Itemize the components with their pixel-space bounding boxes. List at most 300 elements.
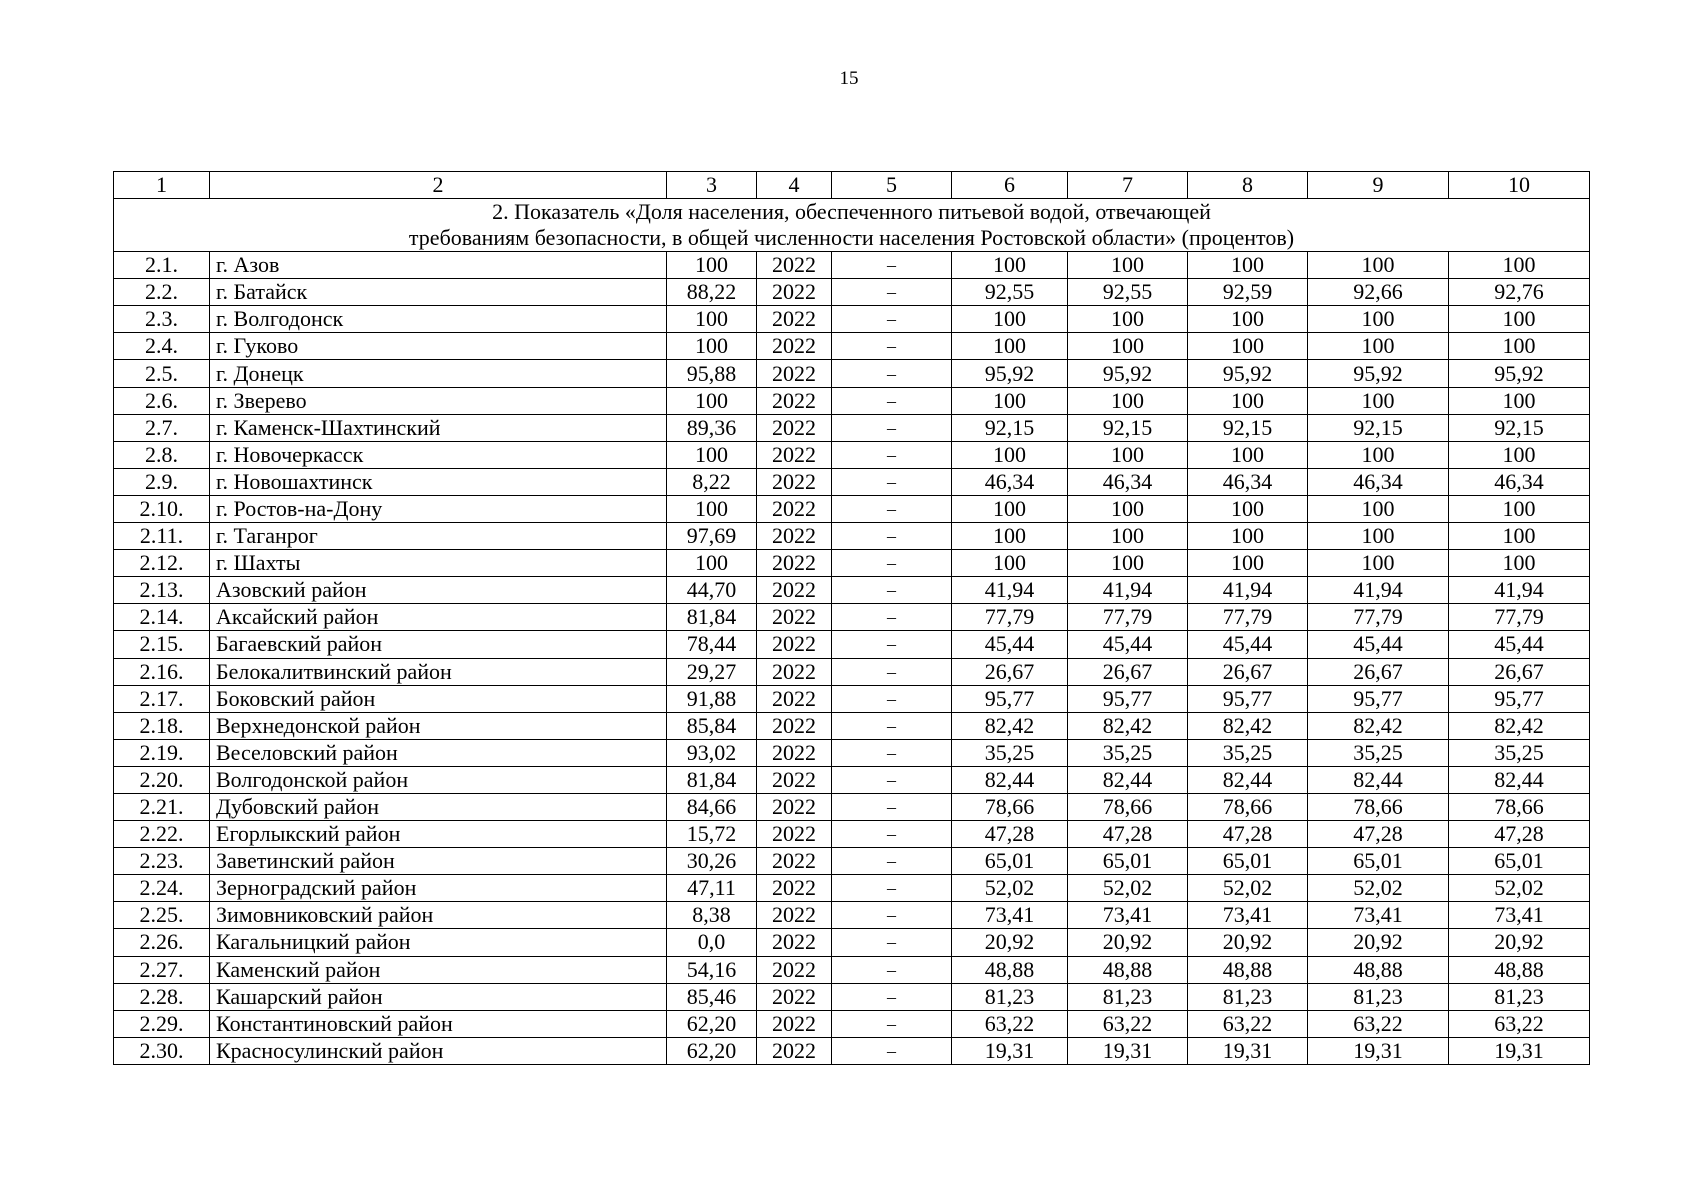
value-col-9-cell: 100 [1308,306,1449,333]
table-row [114,604,1590,631]
base-year-cell: 2022 [757,550,832,577]
value-col-8-cell: 100 [1188,306,1308,333]
table-row [114,658,1590,685]
value-col-7-cell: 100 [1068,333,1188,360]
base-year-cell: 2022 [757,306,832,333]
value-col-7-cell: 100 [1068,550,1188,577]
value-col-7-cell: 63,22 [1068,1010,1188,1037]
value-col-9-cell: 26,67 [1308,658,1449,685]
value-col-8-cell: 95,92 [1188,360,1308,387]
base-value-cell: 62,20 [667,1037,757,1064]
value-col-8-cell: 95,77 [1188,685,1308,712]
table-row [114,279,1590,306]
base-value-cell: 100 [667,306,757,333]
territory-name-cell: Зимовниковский район [210,902,667,929]
territory-name-cell: г. Каменск-Шахтинский [210,414,667,441]
value-col-6-cell: 92,55 [952,279,1068,306]
value-col-10-cell: 100 [1449,387,1590,414]
base-value-cell: 100 [667,441,757,468]
base-value-cell: 84,66 [667,793,757,820]
row-number-cell: 2.24. [114,875,210,902]
column-number-cell: 2 [210,172,667,199]
base-value-cell: 93,02 [667,739,757,766]
territory-name-cell: г. Шахты [210,550,667,577]
column-5-cell: – [832,793,952,820]
base-year-cell: 2022 [757,821,832,848]
base-value-cell: 100 [667,550,757,577]
table-row [114,306,1590,333]
value-col-7-cell: 100 [1068,306,1188,333]
territory-name-cell: Азовский район [210,577,667,604]
row-number-cell: 2.23. [114,848,210,875]
table-row [114,1010,1590,1037]
column-5-cell: – [832,279,952,306]
base-year-cell: 2022 [757,902,832,929]
value-col-6-cell: 100 [952,333,1068,360]
territory-name-cell: Егорлыкский район [210,821,667,848]
value-col-7-cell: 35,25 [1068,739,1188,766]
value-col-8-cell: 65,01 [1188,848,1308,875]
value-col-8-cell: 46,34 [1188,468,1308,495]
value-col-6-cell: 45,44 [952,631,1068,658]
column-5-cell: – [832,766,952,793]
territory-name-cell: г. Таганрог [210,523,667,550]
column-number-cell: 3 [667,172,757,199]
value-col-7-cell: 78,66 [1068,793,1188,820]
value-col-10-cell: 100 [1449,252,1590,279]
territory-name-cell: г. Новочеркасск [210,441,667,468]
row-number-cell: 2.18. [114,712,210,739]
value-col-10-cell: 41,94 [1449,577,1590,604]
value-col-6-cell: 65,01 [952,848,1068,875]
value-col-6-cell: 92,15 [952,414,1068,441]
column-5-cell: – [832,983,952,1010]
base-value-cell: 29,27 [667,658,757,685]
value-col-8-cell: 48,88 [1188,956,1308,983]
value-col-9-cell: 41,94 [1308,577,1449,604]
value-col-9-cell: 100 [1308,441,1449,468]
column-5-cell: – [832,712,952,739]
row-number-cell: 2.28. [114,983,210,1010]
value-col-7-cell: 73,41 [1068,902,1188,929]
table-row [114,766,1590,793]
value-col-9-cell: 48,88 [1308,956,1449,983]
column-5-cell: – [832,441,952,468]
value-col-9-cell: 100 [1308,523,1449,550]
value-col-9-cell: 35,25 [1308,739,1449,766]
territory-name-cell: г. Новошахтинск [210,468,667,495]
base-year-cell: 2022 [757,360,832,387]
table-row [114,333,1590,360]
base-year-cell: 2022 [757,495,832,522]
value-col-9-cell: 78,66 [1308,793,1449,820]
value-col-9-cell: 92,66 [1308,279,1449,306]
value-col-6-cell: 20,92 [952,929,1068,956]
value-col-10-cell: 19,31 [1449,1037,1590,1064]
base-year-cell: 2022 [757,468,832,495]
row-number-cell: 2.27. [114,956,210,983]
base-year-cell: 2022 [757,793,832,820]
base-year-cell: 2022 [757,577,832,604]
base-value-cell: 78,44 [667,631,757,658]
base-value-cell: 85,84 [667,712,757,739]
value-col-10-cell: 100 [1449,495,1590,522]
territory-name-cell: Зерноградский район [210,875,667,902]
base-value-cell: 62,20 [667,1010,757,1037]
value-col-10-cell: 46,34 [1449,468,1590,495]
value-col-6-cell: 77,79 [952,604,1068,631]
table-row [114,360,1590,387]
table-row [114,902,1590,929]
value-col-10-cell: 95,77 [1449,685,1590,712]
row-number-cell: 2.17. [114,685,210,712]
value-col-9-cell: 95,77 [1308,685,1449,712]
row-number-cell: 2.11. [114,523,210,550]
base-year-cell: 2022 [757,739,832,766]
value-col-9-cell: 100 [1308,387,1449,414]
value-col-10-cell: 82,42 [1449,712,1590,739]
table-row [114,495,1590,522]
base-value-cell: 0,0 [667,929,757,956]
value-col-10-cell: 73,41 [1449,902,1590,929]
value-col-6-cell: 78,66 [952,793,1068,820]
column-5-cell: – [832,414,952,441]
column-5-cell: – [832,956,952,983]
value-col-8-cell: 45,44 [1188,631,1308,658]
value-col-9-cell: 100 [1308,550,1449,577]
value-col-6-cell: 100 [952,252,1068,279]
base-year-cell: 2022 [757,1037,832,1064]
value-col-8-cell: 92,15 [1188,414,1308,441]
value-col-10-cell: 100 [1449,333,1590,360]
value-col-7-cell: 92,55 [1068,279,1188,306]
value-col-7-cell: 100 [1068,523,1188,550]
territory-name-cell: г. Волгодонск [210,306,667,333]
value-col-8-cell: 100 [1188,495,1308,522]
base-year-cell: 2022 [757,604,832,631]
value-col-9-cell: 46,34 [1308,468,1449,495]
value-col-6-cell: 26,67 [952,658,1068,685]
value-col-6-cell: 52,02 [952,875,1068,902]
value-col-7-cell: 52,02 [1068,875,1188,902]
value-col-10-cell: 52,02 [1449,875,1590,902]
value-col-10-cell: 95,92 [1449,360,1590,387]
base-year-cell: 2022 [757,848,832,875]
base-year-cell: 2022 [757,658,832,685]
column-5-cell: – [832,821,952,848]
column-number-cell: 10 [1449,172,1590,199]
value-col-9-cell: 19,31 [1308,1037,1449,1064]
territory-name-cell: г. Ростов-на-Дону [210,495,667,522]
table-row [114,252,1590,279]
value-col-8-cell: 78,66 [1188,793,1308,820]
column-number-cell: 8 [1188,172,1308,199]
row-number-cell: 2.19. [114,739,210,766]
value-col-10-cell: 26,67 [1449,658,1590,685]
territory-name-cell: Волгодонской район [210,766,667,793]
table-row [114,983,1590,1010]
value-col-8-cell: 52,02 [1188,875,1308,902]
column-5-cell: – [832,333,952,360]
base-value-cell: 15,72 [667,821,757,848]
value-col-7-cell: 100 [1068,252,1188,279]
value-col-6-cell: 82,44 [952,766,1068,793]
territory-name-cell: г. Азов [210,252,667,279]
table-row [114,793,1590,820]
value-col-10-cell: 100 [1449,550,1590,577]
territory-name-cell: Красносулинский район [210,1037,667,1064]
base-value-cell: 97,69 [667,523,757,550]
base-value-cell: 100 [667,252,757,279]
value-col-9-cell: 100 [1308,252,1449,279]
base-value-cell: 54,16 [667,956,757,983]
value-col-9-cell: 20,92 [1308,929,1449,956]
territory-name-cell: Заветинский район [210,848,667,875]
territory-name-cell: г. Батайск [210,279,667,306]
value-col-7-cell: 100 [1068,441,1188,468]
table-row [114,441,1590,468]
value-col-7-cell: 82,42 [1068,712,1188,739]
row-number-cell: 2.9. [114,468,210,495]
row-number-cell: 2.2. [114,279,210,306]
value-col-7-cell: 26,67 [1068,658,1188,685]
value-col-9-cell: 73,41 [1308,902,1449,929]
table-row [114,631,1590,658]
section-title [114,199,1590,252]
territory-name-cell: г. Донецк [210,360,667,387]
table-row [114,468,1590,495]
column-5-cell: – [832,550,952,577]
base-year-cell: 2022 [757,685,832,712]
column-5-cell: – [832,658,952,685]
value-col-7-cell: 20,92 [1068,929,1188,956]
value-col-7-cell: 47,28 [1068,821,1188,848]
base-value-cell: 85,46 [667,983,757,1010]
territory-name-cell: г. Зверево [210,387,667,414]
row-number-cell: 2.8. [114,441,210,468]
value-col-8-cell: 100 [1188,387,1308,414]
base-year-cell: 2022 [757,875,832,902]
base-value-cell: 81,84 [667,604,757,631]
value-col-8-cell: 77,79 [1188,604,1308,631]
value-col-10-cell: 77,79 [1449,604,1590,631]
value-col-10-cell: 63,22 [1449,1010,1590,1037]
value-col-8-cell: 20,92 [1188,929,1308,956]
base-year-cell: 2022 [757,414,832,441]
base-year-cell: 2022 [757,956,832,983]
territory-name-cell: Веселовский район [210,739,667,766]
value-col-7-cell: 95,92 [1068,360,1188,387]
row-number-cell: 2.15. [114,631,210,658]
value-col-6-cell: 63,22 [952,1010,1068,1037]
value-col-9-cell: 65,01 [1308,848,1449,875]
base-year-cell: 2022 [757,766,832,793]
value-col-7-cell: 48,88 [1068,956,1188,983]
value-col-8-cell: 100 [1188,523,1308,550]
value-col-10-cell: 35,25 [1449,739,1590,766]
table-row [114,875,1590,902]
value-col-6-cell: 19,31 [952,1037,1068,1064]
value-col-7-cell: 41,94 [1068,577,1188,604]
table-row [114,739,1590,766]
value-col-6-cell: 41,94 [952,577,1068,604]
value-col-9-cell: 100 [1308,495,1449,522]
base-value-cell: 100 [667,333,757,360]
column-5-cell: – [832,902,952,929]
value-col-8-cell: 35,25 [1188,739,1308,766]
table-row [114,929,1590,956]
row-number-cell: 2.4. [114,333,210,360]
section-title-line-2: требованиям безопасности, в общей численности населения Ростовской области» (процентов) [408,225,1295,251]
value-col-6-cell: 100 [952,441,1068,468]
territory-name-cell: Боковский район [210,685,667,712]
column-5-cell: – [832,1010,952,1037]
column-number-row [114,172,1590,199]
row-number-cell: 2.25. [114,902,210,929]
value-col-8-cell: 100 [1188,441,1308,468]
table-row [114,821,1590,848]
base-year-cell: 2022 [757,631,832,658]
value-col-8-cell: 41,94 [1188,577,1308,604]
table-row [114,956,1590,983]
base-year-cell: 2022 [757,441,832,468]
base-year-cell: 2022 [757,1010,832,1037]
base-year-cell: 2022 [757,712,832,739]
table-row [114,712,1590,739]
value-col-9-cell: 45,44 [1308,631,1449,658]
row-number-cell: 2.13. [114,577,210,604]
value-col-7-cell: 65,01 [1068,848,1188,875]
row-number-cell: 2.29. [114,1010,210,1037]
territory-name-cell: Кашарский район [210,983,667,1010]
column-5-cell: – [832,685,952,712]
value-col-9-cell: 47,28 [1308,821,1449,848]
page-number: 15 [839,68,859,89]
territory-name-cell: Каменский район [210,956,667,983]
territory-name-cell: г. Гуково [210,333,667,360]
value-col-6-cell: 100 [952,523,1068,550]
value-col-8-cell: 92,59 [1188,279,1308,306]
base-value-cell: 81,84 [667,766,757,793]
value-col-10-cell: 92,76 [1449,279,1590,306]
value-col-7-cell: 100 [1068,387,1188,414]
base-value-cell: 95,88 [667,360,757,387]
row-number-cell: 2.5. [114,360,210,387]
value-col-9-cell: 63,22 [1308,1010,1449,1037]
value-col-10-cell: 100 [1449,523,1590,550]
row-number-cell: 2.26. [114,929,210,956]
column-5-cell: – [832,577,952,604]
column-5-cell: – [832,739,952,766]
value-col-8-cell: 100 [1188,333,1308,360]
value-col-10-cell: 45,44 [1449,631,1590,658]
row-number-cell: 2.22. [114,821,210,848]
column-number-cell: 6 [952,172,1068,199]
value-col-6-cell: 35,25 [952,739,1068,766]
column-5-cell: – [832,468,952,495]
base-value-cell: 8,38 [667,902,757,929]
section-title-row [114,199,1590,252]
base-year-cell: 2022 [757,983,832,1010]
value-col-6-cell: 95,77 [952,685,1068,712]
value-col-10-cell: 20,92 [1449,929,1590,956]
base-year-cell: 2022 [757,929,832,956]
value-col-9-cell: 92,15 [1308,414,1449,441]
value-col-9-cell: 77,79 [1308,604,1449,631]
column-5-cell: – [832,929,952,956]
base-value-cell: 44,70 [667,577,757,604]
value-col-8-cell: 47,28 [1188,821,1308,848]
base-value-cell: 88,22 [667,279,757,306]
column-5-cell: – [832,604,952,631]
value-col-10-cell: 82,44 [1449,766,1590,793]
column-5-cell: – [832,523,952,550]
territory-name-cell: Кагальницкий район [210,929,667,956]
base-year-cell: 2022 [757,387,832,414]
base-value-cell: 100 [667,387,757,414]
column-5-cell: – [832,387,952,414]
value-col-8-cell: 81,23 [1188,983,1308,1010]
table-row [114,848,1590,875]
value-col-6-cell: 47,28 [952,821,1068,848]
value-col-9-cell: 82,42 [1308,712,1449,739]
value-col-8-cell: 100 [1188,252,1308,279]
value-col-6-cell: 100 [952,306,1068,333]
value-col-6-cell: 46,34 [952,468,1068,495]
value-col-9-cell: 100 [1308,333,1449,360]
row-number-cell: 2.10. [114,495,210,522]
territory-name-cell: Верхнедонской район [210,712,667,739]
value-col-8-cell: 100 [1188,550,1308,577]
value-col-6-cell: 48,88 [952,956,1068,983]
row-number-cell: 2.3. [114,306,210,333]
value-col-6-cell: 73,41 [952,902,1068,929]
base-value-cell: 100 [667,495,757,522]
value-col-7-cell: 100 [1068,495,1188,522]
value-col-9-cell: 52,02 [1308,875,1449,902]
row-number-cell: 2.21. [114,793,210,820]
value-col-9-cell: 95,92 [1308,360,1449,387]
base-value-cell: 30,26 [667,848,757,875]
row-number-cell: 2.16. [114,658,210,685]
row-number-cell: 2.1. [114,252,210,279]
value-col-7-cell: 45,44 [1068,631,1188,658]
value-col-10-cell: 48,88 [1449,956,1590,983]
column-number-cell: 1 [114,172,210,199]
column-5-cell: – [832,495,952,522]
row-number-cell: 2.30. [114,1037,210,1064]
base-year-cell: 2022 [757,252,832,279]
value-col-7-cell: 95,77 [1068,685,1188,712]
value-col-7-cell: 82,44 [1068,766,1188,793]
base-year-cell: 2022 [757,279,832,306]
value-col-10-cell: 78,66 [1449,793,1590,820]
column-5-cell: – [832,875,952,902]
base-value-cell: 8,22 [667,468,757,495]
column-5-cell: – [832,1037,952,1064]
base-value-cell: 91,88 [667,685,757,712]
value-col-6-cell: 82,42 [952,712,1068,739]
territory-name-cell: Аксайский район [210,604,667,631]
value-col-6-cell: 100 [952,495,1068,522]
row-number-cell: 2.12. [114,550,210,577]
value-col-10-cell: 92,15 [1449,414,1590,441]
value-col-7-cell: 46,34 [1068,468,1188,495]
column-number-cell: 9 [1308,172,1449,199]
value-col-10-cell: 65,01 [1449,848,1590,875]
base-value-cell: 47,11 [667,875,757,902]
value-col-6-cell: 100 [952,550,1068,577]
